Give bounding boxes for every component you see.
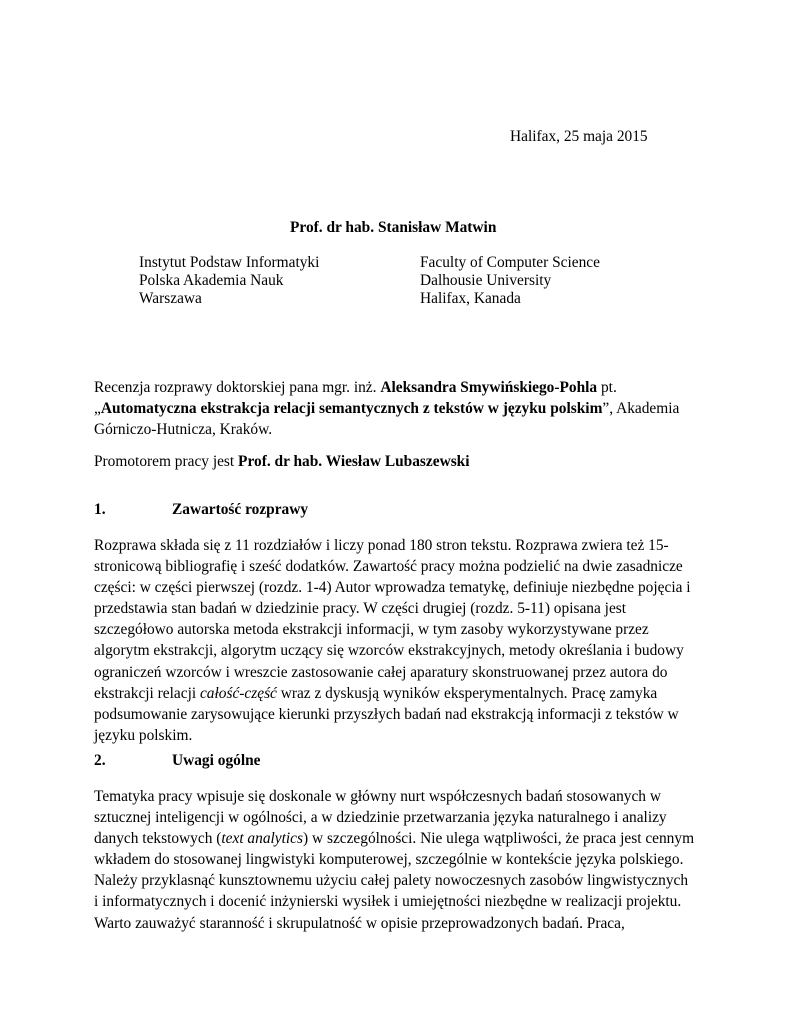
body-text: ) w szczególności. Nie ulega wątpliwości, że praca jest cennym bbox=[303, 830, 695, 848]
body-line: części: w części pierwszej (rozdz. 1-4) Autor wprowadza tematykę, definiuje niezbędne pojęcia i bbox=[94, 579, 691, 597]
intro-text: „ bbox=[94, 400, 101, 418]
affiliation-right-line: Faculty of Computer Science bbox=[420, 254, 600, 271]
promotor-text: Promotorem pracy jest bbox=[94, 453, 239, 470]
affiliation-left bbox=[139, 254, 319, 309]
body-line: ograniczeń wzorców i wreszcie zastosowanie całej aparatury skonstruowanej przez autora do bbox=[94, 663, 668, 681]
body-line: algorytm ekstrakcji, algorytm uczący się wzorców ekstrakcyjnych, metody określania i budowy bbox=[94, 642, 684, 660]
section-title: Uwagi ogólne bbox=[172, 752, 261, 769]
intro-text: Recenzja rozprawy doktorskiej pana mgr. inż. bbox=[94, 379, 381, 396]
date-line: Halifax, 25 maja 2015 bbox=[510, 128, 648, 145]
section-heading bbox=[94, 752, 261, 770]
body-line: języku polskim. bbox=[94, 726, 193, 744]
body-line: Warto zauważyć staranność i skrupulatność w opisie przeprowadzonych badań. Praca, bbox=[94, 914, 625, 932]
intro-text: ”, Akademia bbox=[602, 400, 680, 418]
body-line: Tematyka pracy wpisuje się doskonale w główny nurt współczesnych badań stosowanych w bbox=[94, 788, 661, 805]
section-number: 1. bbox=[94, 501, 106, 518]
section-title: Zawartość rozprawy bbox=[172, 501, 309, 518]
affiliation-left-line: Instytut Podstaw Informatyki bbox=[139, 254, 320, 271]
body-line: Rozprawa składa się z 11 rozdziałów i liczy ponad 180 stron tekstu. Rozprawa zwiera też 15- bbox=[94, 537, 669, 554]
body-line: i informatycznych i docenić inżynierski wysiłek i umiejętności niezbędne w realizacji projektu. bbox=[94, 893, 682, 911]
body-text: danych tekstowych ( bbox=[94, 830, 222, 848]
affiliation-right-line: Halifax, Kanada bbox=[420, 290, 521, 308]
affiliation-right bbox=[420, 254, 600, 309]
intro-line bbox=[94, 377, 694, 398]
body-line: Należy przyklasnąć kunsztownemu użyciu całej palety nowoczesnych zasobów lingwistycznych bbox=[94, 872, 689, 890]
body-line: stronicową bibliografię i sześć dodatków. Zawartość pracy można podzielić na dwie zasadnicze bbox=[94, 558, 683, 576]
body-line bbox=[94, 828, 694, 849]
body-line: przedstawia stan badań w dziedzinie pracy. W części drugiej (rozdz. 5-11) opisana jest bbox=[94, 600, 627, 618]
affiliation-left-line: Warszawa bbox=[139, 290, 202, 308]
section-1-body bbox=[94, 535, 694, 746]
body-text: ekstrakcji relacji bbox=[94, 684, 200, 702]
body-line: podsumowanie zarysowujące kierunki przyszłych badań nad ekstrakcją informacji z tekstów w bbox=[94, 705, 679, 723]
intro-line: Górniczo-Hutnicza, Kraków. bbox=[94, 421, 273, 439]
body-italic: całość-część bbox=[199, 684, 277, 702]
promotor-line bbox=[94, 451, 694, 472]
review-intro bbox=[94, 377, 694, 440]
body-text: wraz z dyskusją wyników eksperymentalnych. Pracę zamyka bbox=[276, 684, 658, 702]
candidate-name: Aleksandra Smywińskiego-Pohla bbox=[380, 379, 598, 396]
thesis-title: Automatyczna ekstrakcja relacji semantycznych z tekstów w języku polskim bbox=[100, 400, 603, 418]
intro-text: pt. bbox=[597, 379, 617, 396]
body-line: szczegółowo autorska metoda ekstrakcji informacji, w tym zasoby wykorzystywane przez bbox=[94, 621, 649, 639]
section-2-body bbox=[94, 786, 694, 934]
body-line bbox=[94, 683, 694, 704]
affiliation-right-line: Dalhousie University bbox=[420, 272, 552, 290]
body-line: sztucznej inteligencji w ogólności, a w dziedzinie przetwarzania języka naturalnego i analizy bbox=[94, 809, 667, 827]
section-heading bbox=[94, 501, 308, 519]
section-number: 2. bbox=[94, 752, 106, 769]
body-italic: text analytics bbox=[221, 830, 304, 848]
body-line: wkładem do stosowanej lingwistyki komputerowej, szczególnie w kontekście języka polskiego. bbox=[94, 851, 684, 869]
affiliation-left-line: Polska Akademia Nauk bbox=[139, 272, 284, 290]
promotor-name: Prof. dr hab. Wiesław Lubaszewski bbox=[238, 453, 470, 470]
intro-line bbox=[94, 398, 694, 419]
reviewer-name: Prof. dr hab. Stanisław Matwin bbox=[290, 219, 497, 236]
